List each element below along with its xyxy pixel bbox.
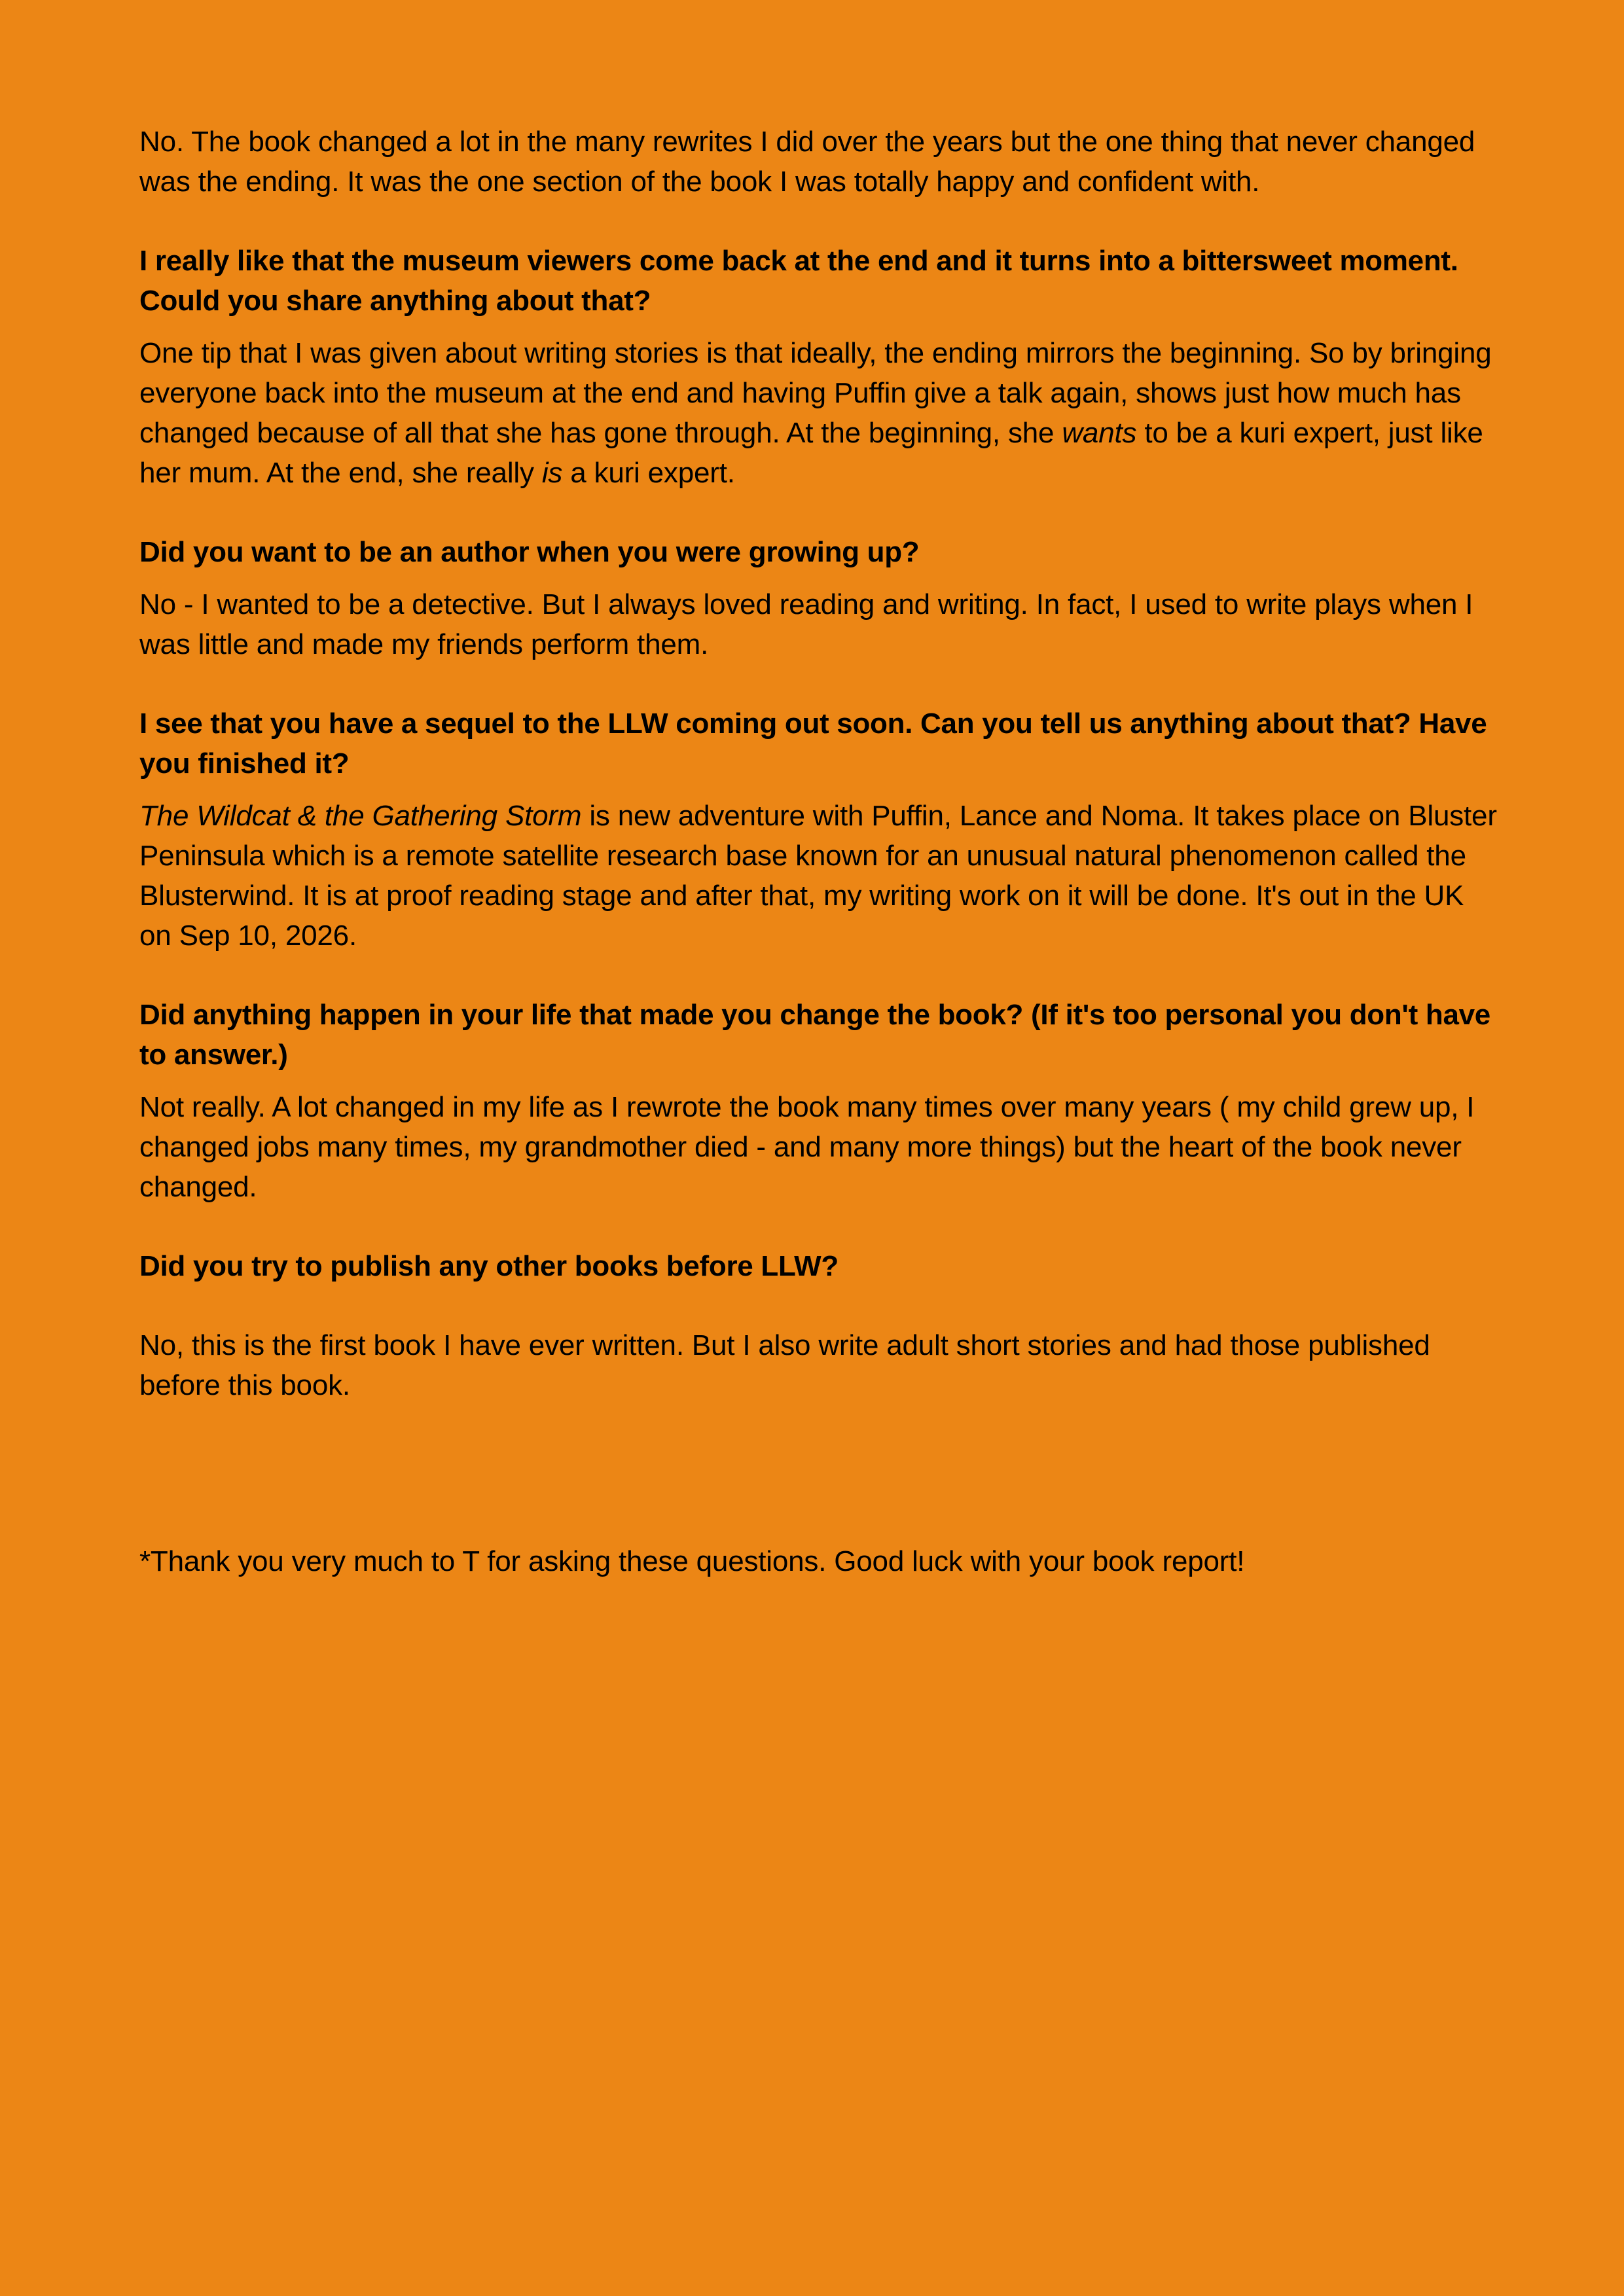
answer-ending-unchanged: No. The book changed a lot in the many rewrites I did over the years but the one thing that never changed was the ending. It was the one section of the book I was totally happy and confident with. <box>139 126 1475 198</box>
answer-text-part: a kuri expert. <box>562 457 735 489</box>
answer-ending-mirrors-beginning <box>139 333 1501 493</box>
answer-text-part: is new adventure with Puffin, Lance and Noma. It takes place on Bluster Peninsula which is a remote satellite research base known for an unusual natural phenomenon called the Blusterwind. It is at proof reading stage and after that, my writing work on it will be done. It's out in the UK on Sep 10, 2026. <box>139 800 1497 952</box>
question-life-changes: Did anything happen in your life that made you change the book? (If it's too personal you don't have to answer.) <box>139 999 1490 1071</box>
question-museum-viewers: I really like that the museum viewers come back at the end and it turns into a bittersweet moment. Could you share anything about that? <box>139 245 1458 317</box>
question-other-books: Did you try to publish any other books before LLW? <box>139 1250 839 1282</box>
answer-sequel <box>139 796 1501 956</box>
interview-content <box>139 122 1501 1581</box>
question-author-growing-up: Did you want to be an author when you were growing up? <box>139 536 920 568</box>
answer-text-part: to be a kuri expert, just like her mum. At the end, she really <box>139 417 1483 489</box>
question-sequel: I see that you have a sequel to the LLW coming out soon. Can you tell us anything about that? Have you finished it? <box>139 708 1487 780</box>
answer-detective: No - I wanted to be a detective. But I always loved reading and writing. In fact, I used to write plays when I was little and made my friends perform them. <box>139 588 1473 660</box>
emphasis-is: is <box>541 457 563 489</box>
answer-text-part: One tip that I was given about writing stories is that ideally, the ending mirrors the beginning. So by bringing everyone back into the museum at the end and having Puffin give a talk again, shows just how much has changed because of all that she has gone through. At the beginning, she <box>139 337 1492 449</box>
emphasis-wants: wants <box>1062 417 1137 449</box>
answer-other-books: No, this is the first book I have ever written. But I also write adult short stories and had those published before this book. <box>139 1329 1430 1401</box>
closing-thank-you: *Thank you very much to T for asking these questions. Good luck with your book report! <box>139 1545 1245 1577</box>
answer-life-changes: Not really. A lot changed in my life as I rewrote the book many times over many years ( my child grew up, I changed jobs many times, my grandmother died - and many more things) but the heart of the book never changed. <box>139 1091 1475 1203</box>
sequel-book-title: The Wildcat & the Gathering Storm <box>139 800 582 832</box>
